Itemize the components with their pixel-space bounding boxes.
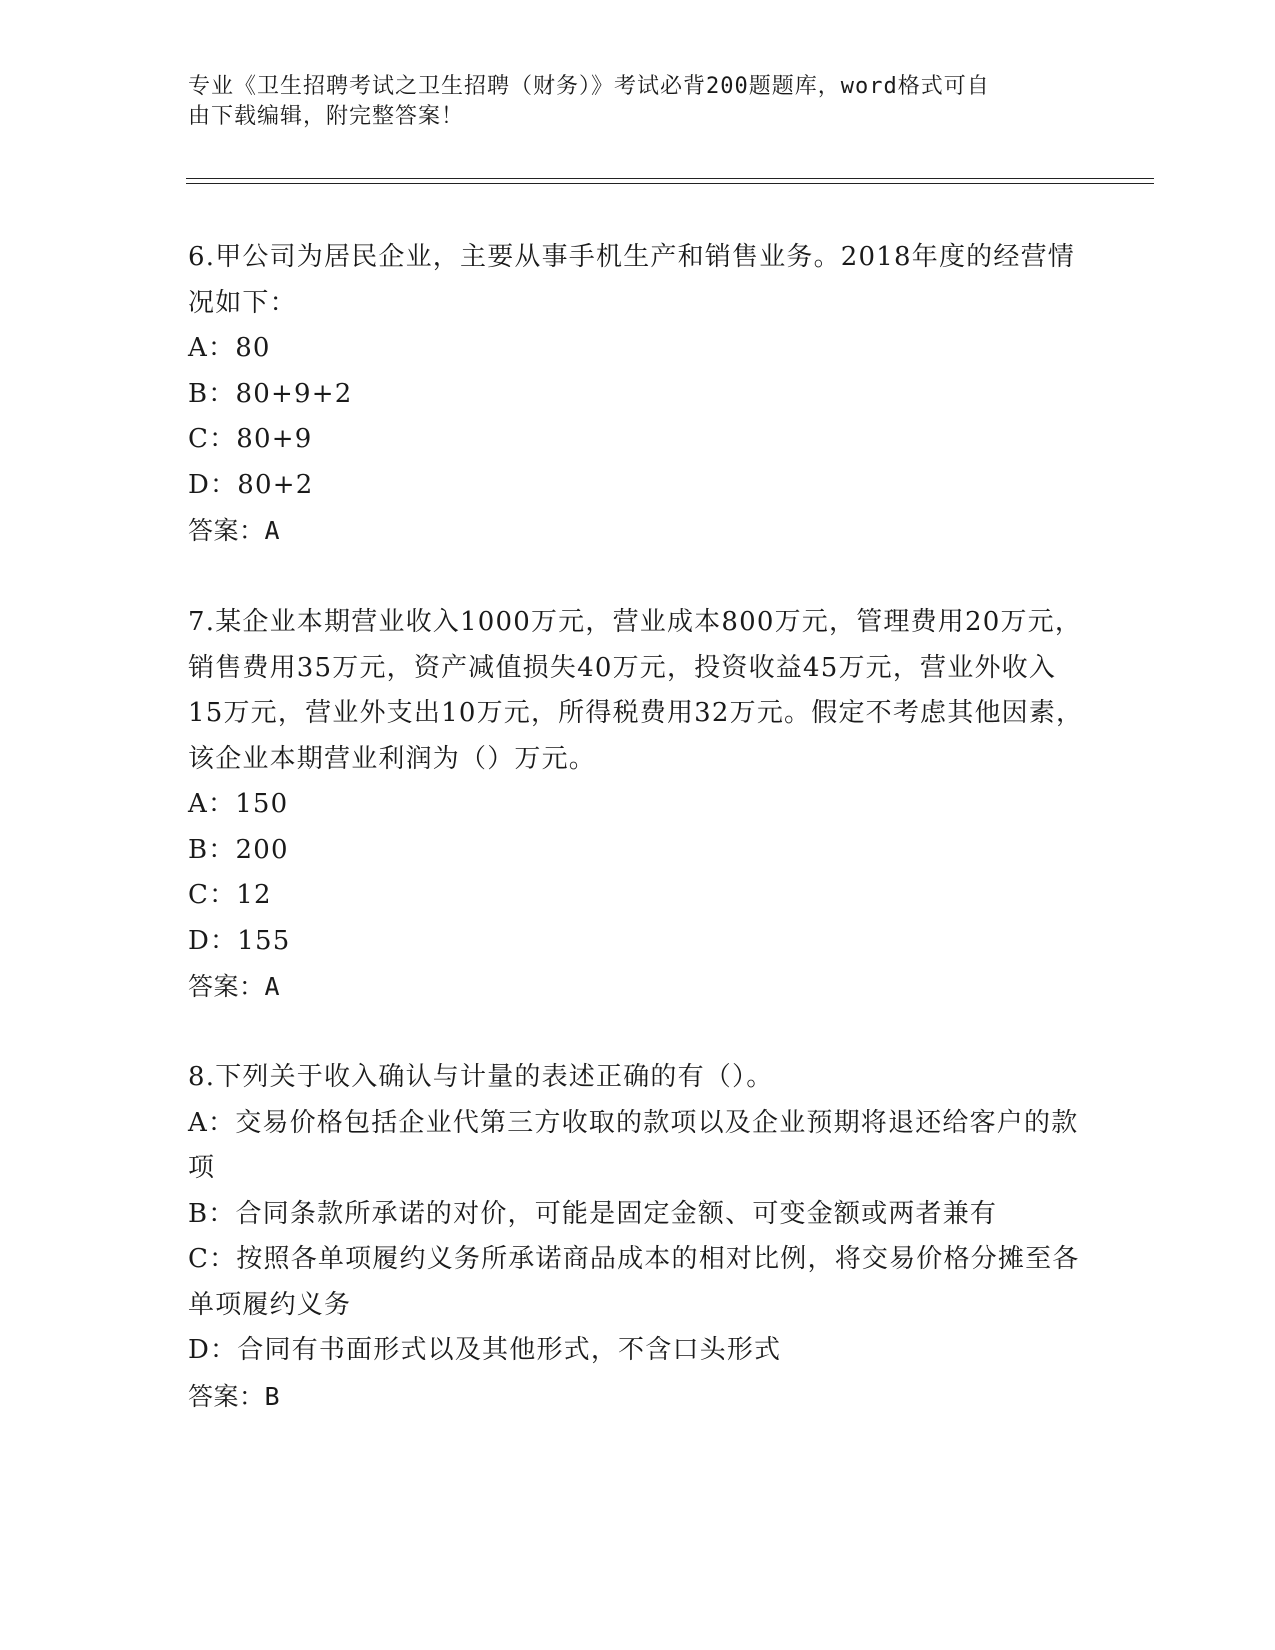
answer-value: B: [264, 1381, 281, 1411]
option-text: 合同有书面形式以及其他形式，不含口头形式: [237, 1335, 782, 1365]
answer-line: [188, 964, 1088, 1010]
option-text: 交易价格包括企业代第三方收取的款项以及企业预期将退还给客户的款项: [188, 1107, 1079, 1183]
option-letter: C：: [188, 880, 237, 910]
option-letter: C：: [188, 424, 237, 454]
option-text: 80+9: [236, 424, 313, 454]
option-text: 12: [236, 880, 272, 910]
option-letter: D：: [188, 1335, 238, 1365]
option-letter: D：: [188, 469, 238, 500]
header-divider-bottom: [186, 183, 1154, 184]
option-c: [188, 1237, 1088, 1328]
option-letter: D：: [188, 925, 238, 956]
option-a: [188, 1101, 1088, 1192]
option-c: [188, 417, 1088, 463]
option-text: 150: [235, 789, 289, 819]
option-d: [188, 1328, 1088, 1374]
option-d: [188, 463, 1088, 509]
answer-value: A: [264, 516, 281, 545]
option-text: 155: [237, 925, 291, 956]
option-letter: C：: [188, 1244, 237, 1274]
answer-label: 答案：: [188, 516, 265, 545]
question-6: [188, 235, 1088, 554]
option-letter: A：: [188, 333, 236, 363]
option-text: 80+2: [237, 469, 314, 500]
answer-label: 答案：: [188, 972, 265, 1001]
option-letter: B：: [188, 1198, 236, 1229]
option-b: [188, 828, 1088, 874]
option-text: 80+9+2: [235, 378, 353, 409]
answer-label: 答案：: [188, 1381, 265, 1411]
option-d: [188, 919, 1088, 965]
question-7: [188, 600, 1088, 1010]
question-stem: 7.某企业本期营业收入1000万元，营业成本800万元，管理费用20万元，销售费用35万元，资产减值损失40万元，投资收益45万元，营业外收入15万元，营业外支出10万元，所得税费用32万元。假定不考虑其他因素，该企业本期营业利润为（）万元。: [188, 607, 1084, 774]
option-text: 按照各单项履约义务所承诺商品成本的相对比例，将交易价格分摊至各单项履约义务: [188, 1244, 1080, 1320]
question-stem: 6.甲公司为居民企业，主要从事手机生产和销售业务。2018年度的经营情况如下：: [188, 242, 1075, 318]
option-c: [188, 873, 1088, 919]
option-text: 200: [235, 834, 289, 865]
header-divider-top: [186, 178, 1154, 179]
header-line-1: 专业《卫生招聘考试之卫生招聘（财务）》考试必背200题题库，word格式可自: [188, 74, 990, 99]
option-text: 80: [235, 333, 271, 363]
document-header: [188, 72, 1088, 132]
answer-line: [188, 508, 1088, 554]
option-a: [188, 326, 1088, 372]
option-text: 合同条款所承诺的对价，可能是固定金额、可变金额或两者兼有: [235, 1198, 998, 1229]
header-line-2: 由下载编辑，附完整答案！: [188, 104, 465, 129]
option-b: [188, 372, 1088, 418]
question-8: [188, 1055, 1088, 1419]
option-letter: A：: [188, 1107, 236, 1138]
option-letter: B：: [188, 834, 236, 865]
question-stem: 8.下列关于收入确认与计量的表述正确的有（）。: [188, 1062, 774, 1092]
option-letter: B：: [188, 378, 236, 409]
option-letter: A：: [188, 789, 236, 819]
answer-line: [188, 1374, 1088, 1420]
option-b: [188, 1192, 1088, 1238]
option-a: [188, 782, 1088, 828]
answer-value: A: [264, 972, 281, 1001]
